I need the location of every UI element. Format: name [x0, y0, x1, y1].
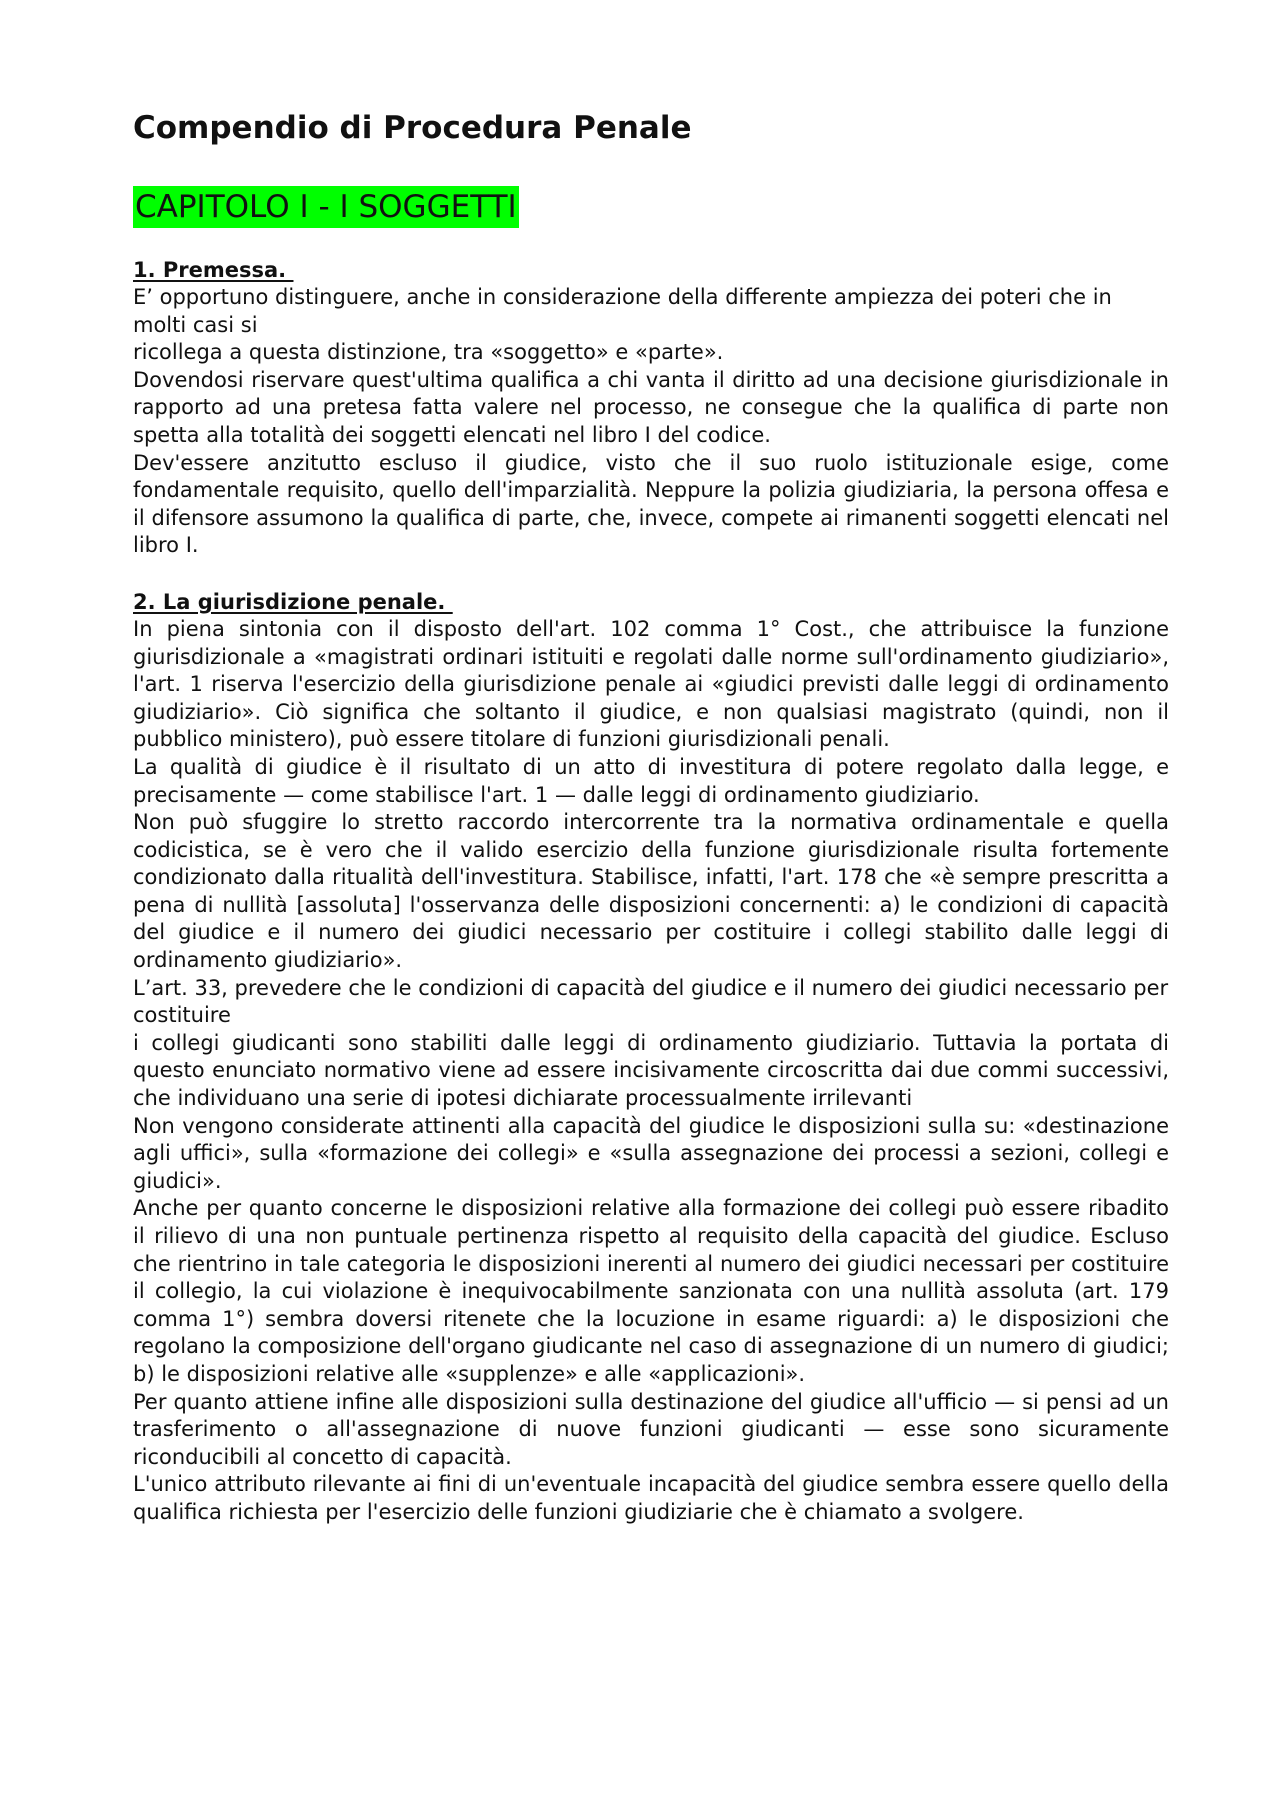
paragraph: Anche per quanto concerne le disposizioni relative alla formazione dei collegi può essere ribadito il rilievo di una non puntuale pertinenza rispetto al requisito della capacità del giudice. Escluso che rientrino in tale categoria le disposizioni inerenti al numero dei giudici necessari per costituire il collegio, la cui violazione è inequivocabilmente sanzionata con una nullità assoluta (art. 179 comma 1°) sembra doversi ritenete che la locuzione in esame riguardi: a) le disposizioni che regolano la composizione dell'organo giudicante nel caso di assegnazione di un numero di giudici; b) le disposizioni relative alle «supplenze» e alle «applicazioni».: [133, 1196, 1169, 1386]
paragraph: i collegi giudicanti sono stabiliti dalle leggi di ordinamento giudiziario. Tuttavia la portata di questo enunciato normativo viene ad essere incisivamente circoscritta dai due commi successivi, che individuano una serie di ipotesi dichiarate processualmente irrilevanti: [133, 1030, 1169, 1111]
section-heading: 1. Premessa.: [133, 258, 294, 282]
section-premessa: [133, 256, 1169, 560]
section-giurisdizione-penale: [133, 588, 1169, 1527]
paragraph: L’art. 33, prevedere che le condizioni di capacità del giudice e il numero dei giudici necessario per costituire: [133, 975, 1169, 1028]
chapter-heading: CAPITOLO I - I SOGGETTI: [133, 186, 519, 228]
paragraph: La qualità di giudice è il risultato di un atto di investitura di potere regolato dalla legge, e precisamente — come stabilisce l'art. 1 — dalle leggi di ordinamento giudiziario.: [133, 754, 1169, 807]
paragraph: E’ opportuno distinguere, anche in considerazione della differente ampiezza dei poteri che in molti casi si: [133, 285, 1112, 337]
document-page: [133, 106, 1169, 1527]
document-title: Compendio di Procedura Penale: [133, 110, 692, 146]
paragraph: L'unico attributo rilevante ai fini di un'eventuale incapacità del giudice sembra essere quello della qualifica richiesta per l'esercizio delle funzioni giudiziarie che è chiamato a svolgere.: [133, 1472, 1169, 1524]
paragraph: Non può sfuggire lo stretto raccordo intercorrente tra la normativa ordinamentale e quella codicistica, se è vero che il valido esercizio della funzione giurisdizionale risulta fortemente condizionato dalla ritualità dell'investitura. Stabilisce, infatti, l'art. 178 che «è sempre prescritta a pena di nullità [assoluta] l'osservanza delle disposizioni concernenti: a) le condizioni di capacità del giudice e il numero dei giudici necessario per costituire i collegi stabilito dalle leggi di ordinamento giudiziario».: [133, 810, 1169, 973]
chapter-heading-wrapper: [133, 186, 1169, 256]
paragraph: In piena sintonia con il disposto dell'art. 102 comma 1° Cost., che attribuisce la funzione giurisdizionale a «magistrati ordinari istituiti e regolati dalle norme sull'ordinamento giudiziario», l'art. 1 riserva l'esercizio della giurisdizione penale ai «giudici previsti dalle leggi di ordinamento giudiziario». Ciò significa che soltanto il giudice, e non qualsiasi magistrato (quindi, non il pubblico ministero), può essere titolare di funzioni giurisdizionali penali.: [133, 616, 1169, 752]
paragraph: ricollega a questa distinzione, tra «soggetto» e «parte».: [133, 340, 724, 365]
paragraph: Dovendosi riservare quest'ultima qualifica a chi vanta il diritto ad una decisione giurisdizionale in rapporto ad una pretesa fatta valere nel processo, ne consegue che la qualifica di parte non spetta alla totalità dei soggetti elencati nel libro I del codice.: [133, 367, 1169, 447]
section-heading: 2. La giurisdizione penale.: [133, 589, 453, 614]
paragraph: Non vengono considerate attinenti alla capacità del giudice le disposizioni sulla su: «destinazione agli uffici», sulla «formazione dei collegi» e «sulla assegnazione dei processi a sezioni, collegi e giudici».: [133, 1113, 1169, 1193]
paragraph: Per quanto attiene infine alle disposizioni sulla destinazione del giudice all'ufficio — si pensi ad un trasferimento o all'assegnazione di nuove funzioni giudicanti — esse sono sicuramente riconducibili al concetto di capacità.: [133, 1389, 1169, 1469]
section-spacer: [133, 560, 1169, 588]
paragraph: Dev'essere anzitutto escluso il giudice, visto che il suo ruolo istituzionale esige, come fondamentale requisito, quello dell'imparzialità. Neppure la polizia giudiziaria, la persona offesa e il difensore assumono la qualifica di parte, che, invece, compete ai rimanenti soggetti elencati nel libro I.: [133, 450, 1169, 558]
